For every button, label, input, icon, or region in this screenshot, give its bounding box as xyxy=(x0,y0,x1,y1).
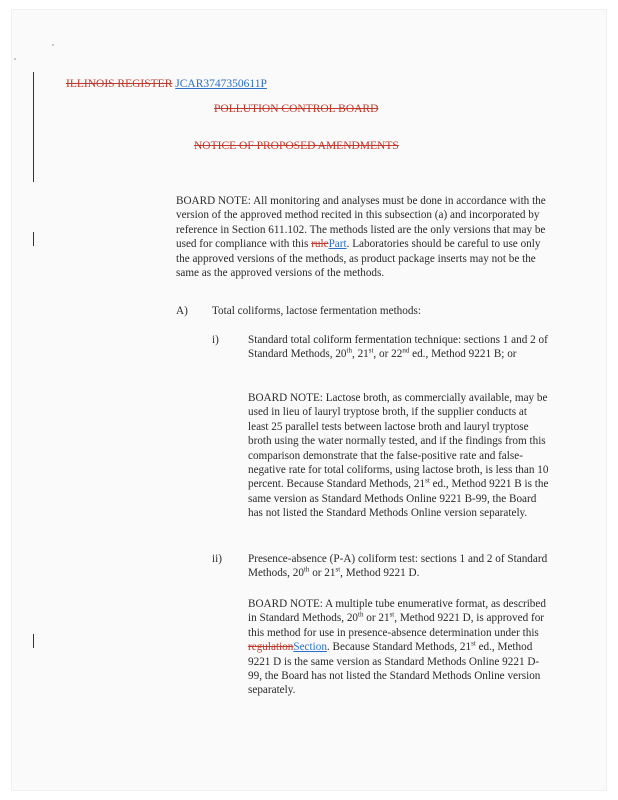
note-text: BOARD NOTE: Lactose broth, as commercially available, may be used in lieu of lauryl tryptose broth, if the supplier conducts at least 25 parallel tests between lactose broth and lauryl tryptose broth using the water normally tested, and if the findings from this comparison demonstrate that the false-positive rate and false-negative rate for total coliforms, using lactose broth, is less than 10 percent. Because Standard Methods, 21 xyxy=(248,392,549,491)
notice-deleted: NOTICE OF PROPOSED AMENDMENTS xyxy=(194,140,399,152)
item-text: or 21 xyxy=(309,567,336,580)
note-text: BOARD NOTE: All monitoring and analyses must be done in accordance with the version of the approved method recited in this subsection (a) and incorporated by reference in Section 611.102. The methods listed are the only versions that may be used for compliance with this xyxy=(176,195,546,251)
register-heading xyxy=(66,77,267,91)
superscript: th xyxy=(303,565,310,574)
board-heading xyxy=(214,102,378,116)
board-note-paragraph xyxy=(176,194,548,280)
superscript: st xyxy=(425,476,430,485)
deleted-text: rule xyxy=(311,238,329,251)
item-a-text: Total coliforms, lactose fermentation methods: xyxy=(212,305,421,317)
superscript: st xyxy=(471,639,476,648)
note-text: , Method 9221 D, is approved for this method for use in presence-absence determination under this xyxy=(248,612,545,639)
item-marker-ii: ii) xyxy=(212,553,222,565)
item-marker-a: A) xyxy=(176,305,188,317)
item-text: Presence-absence (P-A) coliform test: sections 1 and 2 of Standard Methods, 20 xyxy=(248,553,548,580)
superscript: st xyxy=(389,610,395,619)
item-text: , or 22 xyxy=(373,348,403,361)
superscript: nd xyxy=(402,346,410,355)
superscript: st xyxy=(368,346,374,355)
superscript: st xyxy=(335,565,341,574)
item-text: , Method 9221 D. xyxy=(340,567,420,580)
register-inserted: JCAR3747350611P xyxy=(175,78,267,90)
note-text: BOARD NOTE: A multiple tube enumerative format, as described in Standard Methods, 20 xyxy=(248,598,546,625)
item-text: ed., Method 9221 B; or xyxy=(409,348,517,361)
inserted-text: Section xyxy=(293,641,327,654)
board-note-paragraph xyxy=(248,597,550,698)
item-ii-text xyxy=(248,552,550,581)
superscript: th xyxy=(358,610,364,619)
note-text: . Because Standard Methods, 21 xyxy=(326,641,472,654)
item-text: , 21 xyxy=(351,348,369,361)
scan-speck xyxy=(14,58,16,60)
register-deleted: ILLINOIS REGISTER xyxy=(66,78,173,90)
note-text: ed., Method 9221 D is the same version as Standard Methods Online 9221 D-99, the Board has not listed the Standard Methods Online version separately. xyxy=(248,641,541,697)
deleted-text: regulation xyxy=(248,641,294,654)
notice-heading xyxy=(194,139,399,153)
superscript: th xyxy=(346,346,352,355)
note-text: . Laboratories should be careful to use only the approved versions of the methods, as product package inserts may not be the same as the approved versions of the methods. xyxy=(176,238,541,280)
note-text: or 21 xyxy=(363,612,390,625)
board-note-paragraph xyxy=(248,391,550,521)
change-bar xyxy=(33,634,34,648)
change-bar xyxy=(33,232,34,246)
item-i-text xyxy=(248,333,550,362)
board-deleted: POLLUTION CONTROL BOARD xyxy=(214,103,379,115)
scan-speck xyxy=(52,44,54,46)
item-marker-i: i) xyxy=(212,334,219,346)
item-text: Standard total coliform fermentation technique: sections 1 and 2 of Standard Methods, 20 xyxy=(248,334,548,361)
note-text: ed., Method 9221 B is the same version as Standard Methods Online 9221 B-99, the Board has not listed the Standard Methods Online version separately. xyxy=(248,478,549,520)
change-bar xyxy=(33,72,34,182)
inserted-text: Part xyxy=(328,238,347,251)
